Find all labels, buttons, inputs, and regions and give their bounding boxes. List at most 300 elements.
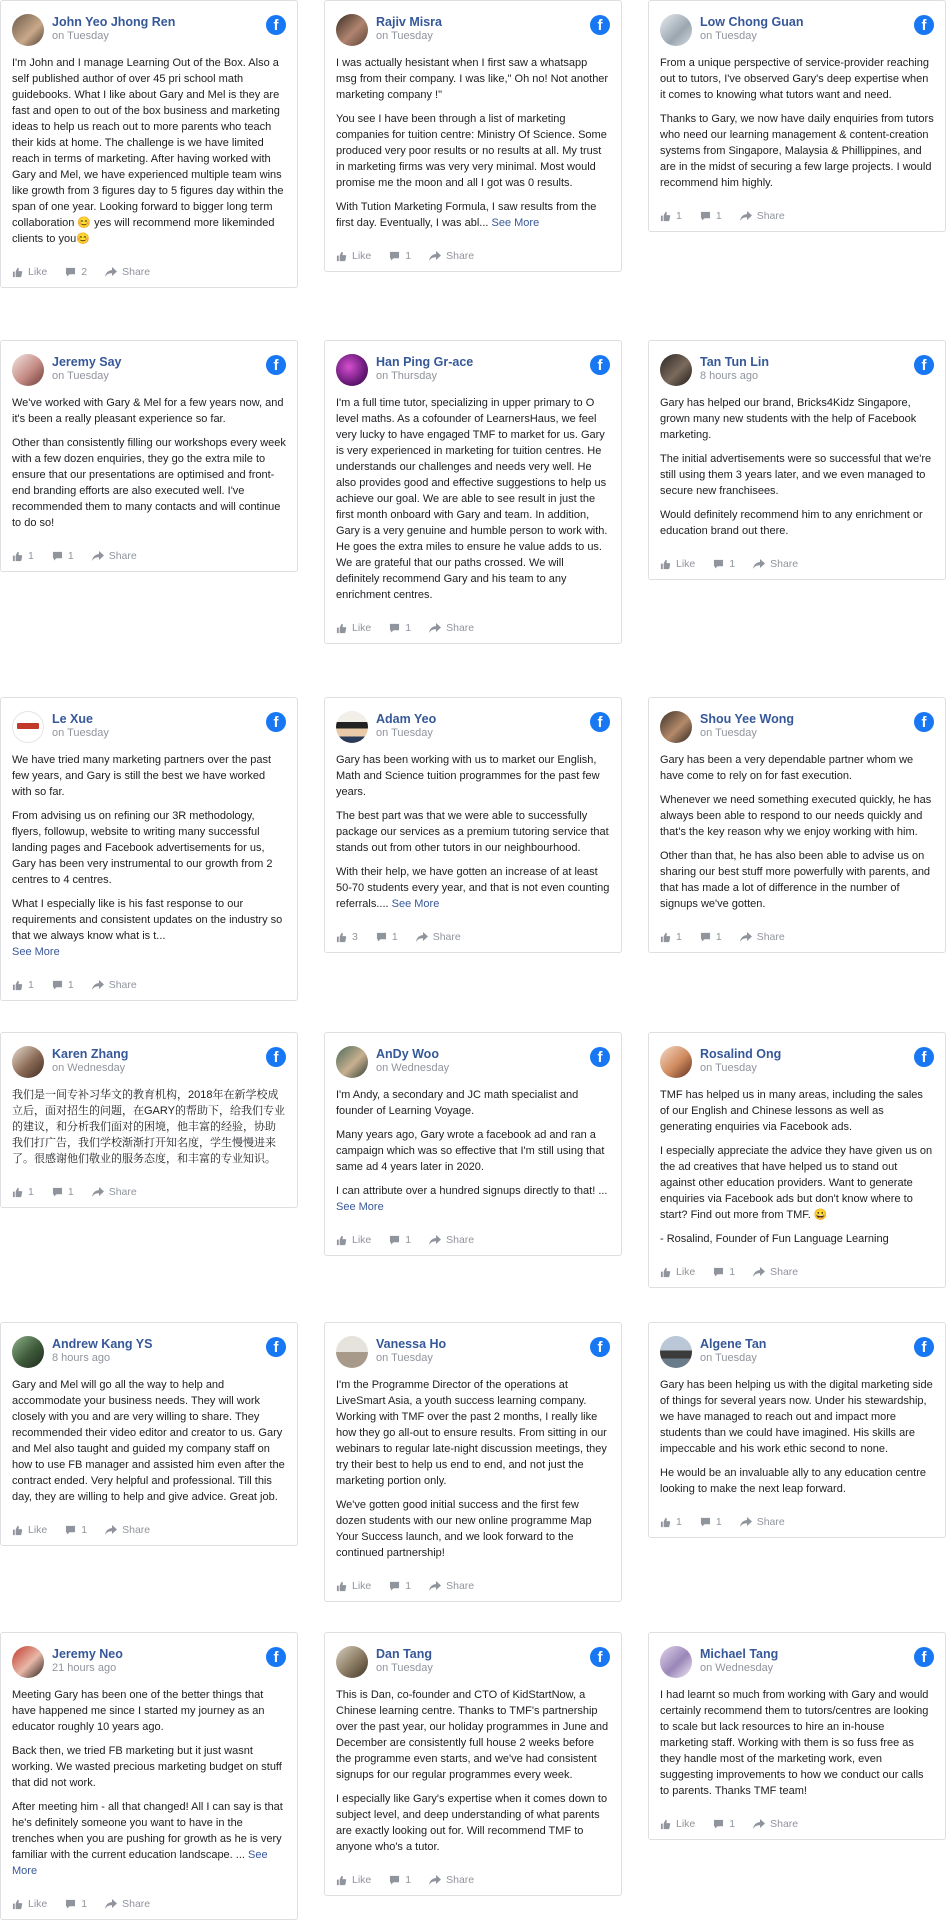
review-time[interactable]: 8 hours ago: [52, 1352, 111, 1364]
share-button[interactable]: [92, 979, 137, 991]
share-label: Share: [770, 558, 799, 570]
review-time[interactable]: on Tuesday: [700, 727, 757, 739]
share-icon: [429, 1581, 441, 1591]
reviewer-name[interactable]: Han Ping Gr-ace: [376, 355, 474, 369]
thumbs-up-icon: [336, 1875, 347, 1886]
avatar[interactable]: [336, 354, 368, 386]
avatar[interactable]: [660, 711, 692, 743]
comment-count: 1: [729, 1266, 736, 1278]
comment-count: 1: [729, 558, 736, 570]
comment-button[interactable]: [389, 622, 411, 634]
share-label: Share: [122, 1898, 151, 1910]
facebook-icon[interactable]: f: [590, 1337, 610, 1357]
comment-icon: [52, 551, 63, 561]
like-label: Like: [352, 250, 372, 262]
comment-button[interactable]: [52, 1186, 74, 1198]
reviewer-name[interactable]: Jeremy Say: [52, 355, 122, 369]
thumbs-up-icon: [660, 1819, 671, 1830]
review-paragraph: I was actually hesistant when I first saw a whatsapp msg from their company. I was like," Oh no! Not another marketing company !": [336, 57, 609, 101]
reviewer-name[interactable]: Karen Zhang: [52, 1047, 129, 1061]
like-count: 1: [28, 979, 34, 991]
share-label: Share: [446, 1234, 475, 1246]
comment-icon: [389, 1581, 400, 1591]
review-time[interactable]: on Tuesday: [376, 1352, 433, 1364]
review-paragraph: After meeting him - all that changed! All I can say is that he's definitely someone you want to have in the trenches when you are pushing for growth as he is very familiar with the current education landscape. ... See More: [12, 1801, 283, 1877]
share-icon: [740, 1517, 752, 1527]
review-paragraph: Gary and Mel will go all the way to help and accommodate your business needs. They will work closely with you and are very willing to share. They recommended their video editor and creator to us. Gary and Mel also taught and guided my company staff on how to use FB manager and assisted him even after the contract ended. Very helpful and professional. Till this day, they are willing to help and give advice. Great job.: [12, 1379, 285, 1503]
share-label: Share: [770, 1266, 799, 1278]
review-paragraph: I especially appreciate the advice they have given us on the ad creatives that have helped us to stand out against other education providers. Want to generate enquiries via Facebook ads but don't know where to start? Find out more from TMF. 😀: [660, 1145, 933, 1221]
review-card: [324, 1032, 622, 1256]
comment-count: 1: [405, 622, 412, 634]
facebook-icon[interactable]: f: [914, 1647, 934, 1667]
review-time[interactable]: 21 hours ago: [52, 1662, 117, 1674]
review-card: [324, 697, 622, 953]
avatar[interactable]: [336, 711, 368, 743]
like-label: Like: [676, 1818, 696, 1830]
like-label: Like: [352, 1580, 372, 1592]
review-card: [324, 1632, 622, 1896]
review-card: [648, 1032, 946, 1288]
like-button[interactable]: [12, 1898, 47, 1910]
like-button[interactable]: [12, 550, 34, 562]
comment-icon: [52, 1187, 63, 1197]
share-label: Share: [756, 931, 785, 943]
like-label: Like: [28, 1898, 48, 1910]
like-count: 1: [676, 931, 682, 943]
facebook-icon[interactable]: f: [914, 15, 934, 35]
share-button[interactable]: [105, 1898, 150, 1910]
review-paragraph: We have tried many marketing partners over the past few years, and Gary is still the best we have worked with so far.: [12, 754, 272, 798]
like-button[interactable]: [336, 250, 371, 262]
facebook-icon[interactable]: f: [266, 1647, 286, 1667]
review-paragraph: We've gotten good initial success and the first few dozen students with our new online programme Map Your Success launch, and we look forward to the continued partnership!: [336, 1499, 592, 1559]
facebook-icon[interactable]: f: [590, 355, 610, 375]
comment-count: 1: [715, 210, 722, 222]
review-time[interactable]: on Tuesday: [700, 1352, 757, 1364]
comment-count: 1: [67, 1186, 74, 1198]
like-button[interactable]: [336, 1234, 371, 1246]
comment-icon: [713, 1819, 724, 1829]
review-card: [0, 1632, 298, 1920]
reviewer-name[interactable]: Shou Yee Wong: [700, 712, 794, 726]
avatar[interactable]: [660, 354, 692, 386]
share-button[interactable]: [429, 250, 474, 262]
comment-button[interactable]: [376, 931, 398, 943]
facebook-icon[interactable]: f: [590, 712, 610, 732]
share-icon: [740, 211, 752, 221]
facebook-icon[interactable]: f: [914, 712, 934, 732]
share-icon: [740, 932, 752, 942]
review-card: [324, 0, 622, 272]
reviewer-name[interactable]: Algene Tan: [700, 1337, 767, 1351]
review-card: [648, 697, 946, 953]
share-button[interactable]: [416, 931, 461, 943]
avatar[interactable]: [336, 14, 368, 46]
comment-button[interactable]: [389, 1580, 411, 1592]
comment-button[interactable]: [65, 266, 87, 278]
avatar[interactable]: [660, 1336, 692, 1368]
comment-icon: [389, 251, 400, 261]
comment-count: 1: [405, 1234, 412, 1246]
review-paragraph: Gary has been a very dependable partner whom we have come to rely on for fast execution.: [660, 754, 914, 782]
comment-button[interactable]: [713, 1266, 735, 1278]
facebook-icon[interactable]: f: [590, 1647, 610, 1667]
share-label: Share: [122, 1524, 151, 1536]
avatar[interactable]: [660, 1646, 692, 1678]
review-text: [336, 395, 610, 603]
share-button[interactable]: [429, 622, 474, 634]
comment-count: 1: [67, 550, 74, 562]
avatar[interactable]: [12, 354, 44, 386]
like-count: 1: [28, 1186, 34, 1198]
review-paragraph: Would definitely recommend him to any enrichment or education brand out there.: [660, 509, 923, 537]
like-count: 1: [676, 1516, 682, 1528]
avatar[interactable]: [12, 14, 44, 46]
review-actions: [12, 541, 286, 571]
facebook-icon[interactable]: f: [914, 355, 934, 375]
share-icon: [429, 1235, 441, 1245]
thumbs-up-icon: [660, 932, 671, 943]
reviewer-name[interactable]: AnDy Woo: [376, 1047, 439, 1061]
review-actions: [12, 257, 286, 287]
review-time[interactable]: on Thursday: [376, 370, 437, 382]
facebook-icon[interactable]: f: [266, 1337, 286, 1357]
share-icon: [105, 1899, 117, 1909]
thumbs-up-icon: [336, 932, 347, 943]
like-button[interactable]: [12, 1524, 47, 1536]
comment-count: 1: [729, 1818, 736, 1830]
comment-button[interactable]: [389, 1234, 411, 1246]
facebook-icon[interactable]: f: [266, 15, 286, 35]
review-text: [336, 1087, 610, 1215]
review-text: [660, 1087, 934, 1247]
comment-count: 1: [81, 1524, 88, 1536]
facebook-icon[interactable]: f: [590, 15, 610, 35]
reviewer-name[interactable]: Jeremy Neo: [52, 1647, 123, 1661]
comment-icon: [52, 980, 63, 990]
review-paragraph: Meeting Gary has been one of the better things that have happened me since I started my journey as an educator roughly 10 years ago.: [12, 1689, 265, 1733]
thumbs-up-icon: [12, 267, 23, 278]
review-actions: [336, 1225, 610, 1255]
review-text: [12, 395, 286, 531]
share-button[interactable]: [753, 1818, 798, 1830]
review-actions: [660, 1257, 934, 1287]
review-time[interactable]: on Tuesday: [376, 1662, 433, 1674]
review-paragraph: From advising us on refining our 3R methodology, flyers, followup, website to writing many successful landing pages and Facebook advertisements for us, Gary has been very instrumental to our growth from 2 centres to 4 centres.: [12, 810, 273, 886]
review-paragraph: You see I have been through a list of marketing companies for tuition centre: Ministry Of Science. Some produced very poor results or no results at all. My trust in marketing firms was very very minimal. Most would promise me the moon and all I got was 0 results.: [336, 113, 607, 189]
reviewer-name[interactable]: Rajiv Misra: [376, 15, 443, 29]
facebook-icon[interactable]: f: [914, 1047, 934, 1067]
share-button[interactable]: [429, 1234, 474, 1246]
facebook-icon[interactable]: f: [266, 712, 286, 732]
like-count: 3: [352, 931, 358, 943]
like-count: 1: [676, 210, 682, 222]
share-button[interactable]: [740, 931, 785, 943]
like-button[interactable]: [336, 1874, 371, 1886]
review-text: [12, 55, 286, 247]
comment-button[interactable]: [700, 931, 722, 943]
review-actions: [12, 970, 286, 1000]
comment-count: 1: [715, 1516, 722, 1528]
review-paragraph: I'm a full time tutor, specializing in upper primary to O level maths. As a cofounder of LearnersHaus, we feel very lucky to have engaged TMF to market for us. Gary is very experienced in marketing for tuition centres. He understands our challenges and needs very well. He also provides good and effective suggestions to help us achieve our goal. We are able to see result in just the first month onboard with Gary and team. In addition, Gary is a very genuine and humble person to work with. He goes the extra miles to ensure he value adds to us. We are grateful that our paths crossed. We will definitely recommend Gary and his team to any enrichment centres.: [336, 397, 608, 601]
share-icon: [92, 551, 104, 561]
like-button[interactable]: [336, 931, 358, 943]
like-button[interactable]: [660, 1818, 695, 1830]
review-time[interactable]: on Wednesday: [376, 1062, 450, 1074]
avatar[interactable]: [12, 711, 44, 743]
share-label: Share: [108, 550, 137, 562]
review-text: [660, 752, 934, 912]
comment-count: 1: [405, 1580, 412, 1592]
review-card: [0, 340, 298, 572]
comment-icon: [389, 1235, 400, 1245]
review-actions: [12, 1515, 286, 1545]
review-card: [0, 1032, 298, 1208]
avatar[interactable]: [660, 1046, 692, 1078]
thumbs-up-icon: [336, 1581, 347, 1592]
comment-count: 1: [405, 250, 412, 262]
like-label: Like: [676, 558, 696, 570]
avatar[interactable]: [660, 14, 692, 46]
review-paragraph: Gary has been helping us with the digital marketing side of things for several years now. Under his stewardship, we have managed to reach out and impact more students than we could have imagined. His skills are impeccable and his work ethic second to none.: [660, 1379, 933, 1455]
comment-button[interactable]: [52, 550, 74, 562]
share-label: Share: [446, 250, 475, 262]
reviewer-name[interactable]: Low Chong Guan: [700, 15, 804, 29]
share-icon: [753, 1267, 765, 1277]
review-card: [648, 0, 946, 232]
thumbs-up-icon: [12, 1899, 23, 1910]
reviewer-name[interactable]: Rosalind Ong: [700, 1047, 782, 1061]
thumbs-up-icon: [12, 980, 23, 991]
review-actions: [336, 241, 610, 271]
review-card: [648, 340, 946, 580]
review-paragraph: With Tution Marketing Formula, I saw results from the first day. Eventually, I was abl... See More: [336, 201, 597, 229]
like-button[interactable]: [12, 1186, 34, 1198]
reviewer-name[interactable]: Adam Yeo: [376, 712, 437, 726]
comment-count: 1: [67, 979, 74, 991]
like-button[interactable]: [660, 931, 682, 943]
review-time[interactable]: on Tuesday: [52, 370, 109, 382]
review-paragraph: Other than that, he has also been able to advise us on sharing our best stuff more powerfully with parents, and that has made a lot of difference in the number of signups we've gotten.: [660, 850, 931, 910]
comment-button[interactable]: [713, 1818, 735, 1830]
share-label: Share: [770, 1818, 799, 1830]
like-button[interactable]: [660, 1266, 695, 1278]
thumbs-up-icon: [336, 623, 347, 634]
comment-button[interactable]: [389, 250, 411, 262]
comment-icon: [389, 623, 400, 633]
see-more-link[interactable]: See More: [491, 217, 540, 229]
review-paragraph: I had learnt so much from working with Gary and would certainly recommend them to tutors/centres are looking to scale but lack resources to hire an in-house marketing staff. Working with them is so fuss free as they handle most of the marketing work, even suggesting improvements to how we conduct our calls to parents. Thanks TMF team!: [660, 1689, 929, 1797]
comment-icon: [65, 1525, 76, 1535]
share-icon: [105, 1525, 117, 1535]
like-button[interactable]: [660, 210, 682, 222]
reviewer-name[interactable]: Dan Tang: [376, 1647, 433, 1661]
comment-count: 2: [81, 266, 88, 278]
like-button[interactable]: [660, 1516, 682, 1528]
comment-button[interactable]: [65, 1898, 87, 1910]
facebook-icon[interactable]: f: [266, 1047, 286, 1067]
like-button[interactable]: [336, 622, 371, 634]
comment-icon: [700, 932, 711, 942]
avatar[interactable]: [12, 1046, 44, 1078]
thumbs-up-icon: [336, 1235, 347, 1246]
review-actions: [336, 613, 610, 643]
comment-count: 1: [715, 931, 722, 943]
review-time[interactable]: on Tuesday: [52, 30, 109, 42]
like-label: Like: [676, 1266, 696, 1278]
review-time[interactable]: on Wednesday: [52, 1062, 126, 1074]
share-button[interactable]: [429, 1580, 474, 1592]
comment-button[interactable]: [52, 979, 74, 991]
comment-icon: [389, 1875, 400, 1885]
comment-button[interactable]: [700, 210, 722, 222]
review-actions: [336, 1865, 610, 1895]
avatar[interactable]: [12, 1646, 44, 1678]
like-button[interactable]: [336, 1580, 371, 1592]
review-actions: [12, 1177, 286, 1207]
share-button[interactable]: [105, 1524, 150, 1536]
share-button[interactable]: [753, 558, 798, 570]
review-card: [0, 697, 298, 1001]
share-button[interactable]: [105, 266, 150, 278]
share-label: Share: [108, 1186, 137, 1198]
review-card: [648, 1632, 946, 1840]
review-text: [12, 1087, 286, 1167]
see-more-link[interactable]: See More: [391, 898, 440, 910]
review-paragraph: Gary has been working with us to market our English, Math and Science tuition programmes for the past few years.: [336, 754, 600, 798]
thumbs-up-icon: [660, 211, 671, 222]
review-time[interactable]: 8 hours ago: [700, 370, 759, 382]
review-paragraph: I can attribute over a hundred signups directly to that! ... See More: [336, 1185, 608, 1213]
share-icon: [92, 1187, 104, 1197]
share-icon: [92, 980, 104, 990]
review-paragraph: I'm the Programme Director of the operations at LiveSmart Asia, a youth success learning company. Working with TMF over the past 2 months, I really like how they go all-out to ensure results. From sitting in our webinars to regular late-night discussion meetings, they try their best to help us end to end, and not just the marketing portion only.: [336, 1379, 607, 1487]
share-button[interactable]: [740, 1516, 785, 1528]
share-label: Share: [446, 1580, 475, 1592]
share-icon: [429, 1875, 441, 1885]
review-card: [324, 340, 622, 644]
share-label: Share: [446, 622, 475, 634]
comment-button[interactable]: [65, 1524, 87, 1536]
review-time[interactable]: on Wednesday: [700, 1662, 774, 1674]
share-label: Share: [756, 1516, 785, 1528]
share-icon: [416, 932, 428, 942]
review-paragraph: Many years ago, Gary wrote a facebook ad and ran a campaign which was so effective that I'm still using that same ad 4 years later in 2020.: [336, 1129, 605, 1173]
comment-button[interactable]: [700, 1516, 722, 1528]
share-label: Share: [446, 1874, 475, 1886]
share-icon: [753, 559, 765, 569]
comment-count: 1: [81, 1898, 88, 1910]
review-paragraph: This is Dan, co-founder and CTO of KidStartNow, a Chinese learning centre. Thanks to TMF's partnership over the past year, our holiday programmes in June and December are consistently full house 2 weeks before the programme even starts, and we've had consistent signups for our regular programmes every week.: [336, 1689, 609, 1781]
share-icon: [429, 623, 441, 633]
facebook-icon[interactable]: f: [590, 1047, 610, 1067]
review-text: [12, 1377, 286, 1505]
reviewer-name[interactable]: Michael Tang: [700, 1647, 779, 1661]
review-text: [336, 55, 610, 231]
review-actions: [12, 1889, 286, 1919]
review-paragraph: From a unique perspective of service-provider reaching out to tutors, I've observed Gary's deep expertise when it comes to knowing what tutors want and need.: [660, 57, 930, 101]
like-button[interactable]: [12, 266, 47, 278]
review-actions: [336, 1571, 610, 1601]
review-paragraph: He would be an invaluable ally to any education centre looking to make the next leap forward.: [660, 1467, 927, 1495]
comment-icon: [65, 1899, 76, 1909]
like-label: Like: [28, 1524, 48, 1536]
comment-button[interactable]: [713, 558, 735, 570]
review-time[interactable]: on Tuesday: [376, 30, 433, 42]
review-text: [336, 752, 610, 912]
share-button[interactable]: [753, 1266, 798, 1278]
review-time[interactable]: on Tuesday: [700, 30, 757, 42]
see-more-link[interactable]: See More: [336, 1201, 384, 1213]
review-actions: [336, 922, 610, 952]
comment-button[interactable]: [389, 1874, 411, 1886]
comment-icon: [713, 1267, 724, 1277]
review-actions: [660, 922, 934, 952]
review-paragraph: The initial advertisements were so successful that we're still using them 3 years later, and we even managed to secure new franchisees.: [660, 453, 932, 497]
share-button[interactable]: [92, 550, 137, 562]
review-text: [660, 1377, 934, 1497]
avatar[interactable]: [336, 1046, 368, 1078]
reviewer-name[interactable]: Andrew Kang YS: [52, 1337, 153, 1351]
review-paragraph: Other than consistently filling our workshops every week with a few dozen enquiries, they go the extra mile to ensure that our presentations are optimised and front-end branding efforts are also executed well. I've recommended them to many contacts and will continue to do so!: [12, 437, 286, 529]
review-time[interactable]: on Tuesday: [376, 727, 433, 739]
avatar[interactable]: [336, 1646, 368, 1678]
review-paragraph: 我们是一间专补习华文的教育机构，2018年在新学校成立后，面对招生的问题，在GARY的帮助下，给我们专业的建议，和分析我们面对的困境，他丰富的经验，协助我们打广告，我们学校渐渐打开知名度，学生慢慢进来了。很感谢他们敬业的服务态度，和丰富的专业知识。: [12, 1089, 285, 1165]
reviewer-name[interactable]: Tan Tun Lin: [700, 355, 769, 369]
review-card: [0, 1322, 298, 1546]
share-button[interactable]: [740, 210, 785, 222]
comment-icon: [713, 559, 724, 569]
like-label: Like: [28, 266, 48, 278]
review-card: [648, 1322, 946, 1538]
review-paragraph: I especially like Gary's expertise when it comes down to subject level, and deep understanding of what parents are exactly looking out for. Will recommend TMF to anyone who's a tutor.: [336, 1793, 608, 1853]
facebook-icon[interactable]: f: [266, 355, 286, 375]
share-button[interactable]: [92, 1186, 137, 1198]
review-card: [324, 1322, 622, 1602]
see-more-link[interactable]: See More: [12, 1849, 268, 1877]
reviewer-name[interactable]: Vanessa Ho: [376, 1337, 447, 1351]
review-card: [0, 0, 298, 288]
review-paragraph: Back then, we tried FB marketing but it just wasnt working. We wasted precious marketing budget on stuff that did not work.: [12, 1745, 282, 1789]
facebook-icon[interactable]: f: [914, 1337, 934, 1357]
review-time[interactable]: on Tuesday: [52, 727, 109, 739]
logo-icon: [17, 723, 39, 729]
review-paragraph: With their help, we have gotten an increase of at least 50-70 students every year, and that is not even counting referrals.... See More: [336, 866, 610, 910]
review-time[interactable]: on Tuesday: [700, 1062, 757, 1074]
see-more-link[interactable]: See More: [12, 946, 60, 958]
reviewer-name[interactable]: John Yeo Jhong Ren: [52, 15, 176, 29]
thumbs-up-icon: [12, 1187, 23, 1198]
thumbs-up-icon: [660, 1517, 671, 1528]
review-text: [336, 1377, 610, 1561]
avatar[interactable]: [12, 1336, 44, 1368]
review-paragraph: What I especially like is his fast response to our requirements and consistent updates on the industry so that we always know what is t... See More: [12, 898, 283, 958]
review-text: [12, 1687, 286, 1879]
share-label: Share: [432, 931, 461, 943]
share-label: Share: [756, 210, 785, 222]
like-count: 1: [28, 550, 34, 562]
like-button[interactable]: [12, 979, 34, 991]
avatar[interactable]: [336, 1336, 368, 1368]
review-paragraph: The best part was that we were able to successfully package our services as a premium tutoring service that stands out from other tutors in our neighbourhood.: [336, 810, 609, 854]
like-label: Like: [352, 1234, 372, 1246]
review-actions: [660, 1809, 934, 1839]
share-button[interactable]: [429, 1874, 474, 1886]
like-button[interactable]: [660, 558, 695, 570]
comment-icon: [700, 1517, 711, 1527]
reviewer-name[interactable]: Le Xue: [52, 712, 93, 726]
